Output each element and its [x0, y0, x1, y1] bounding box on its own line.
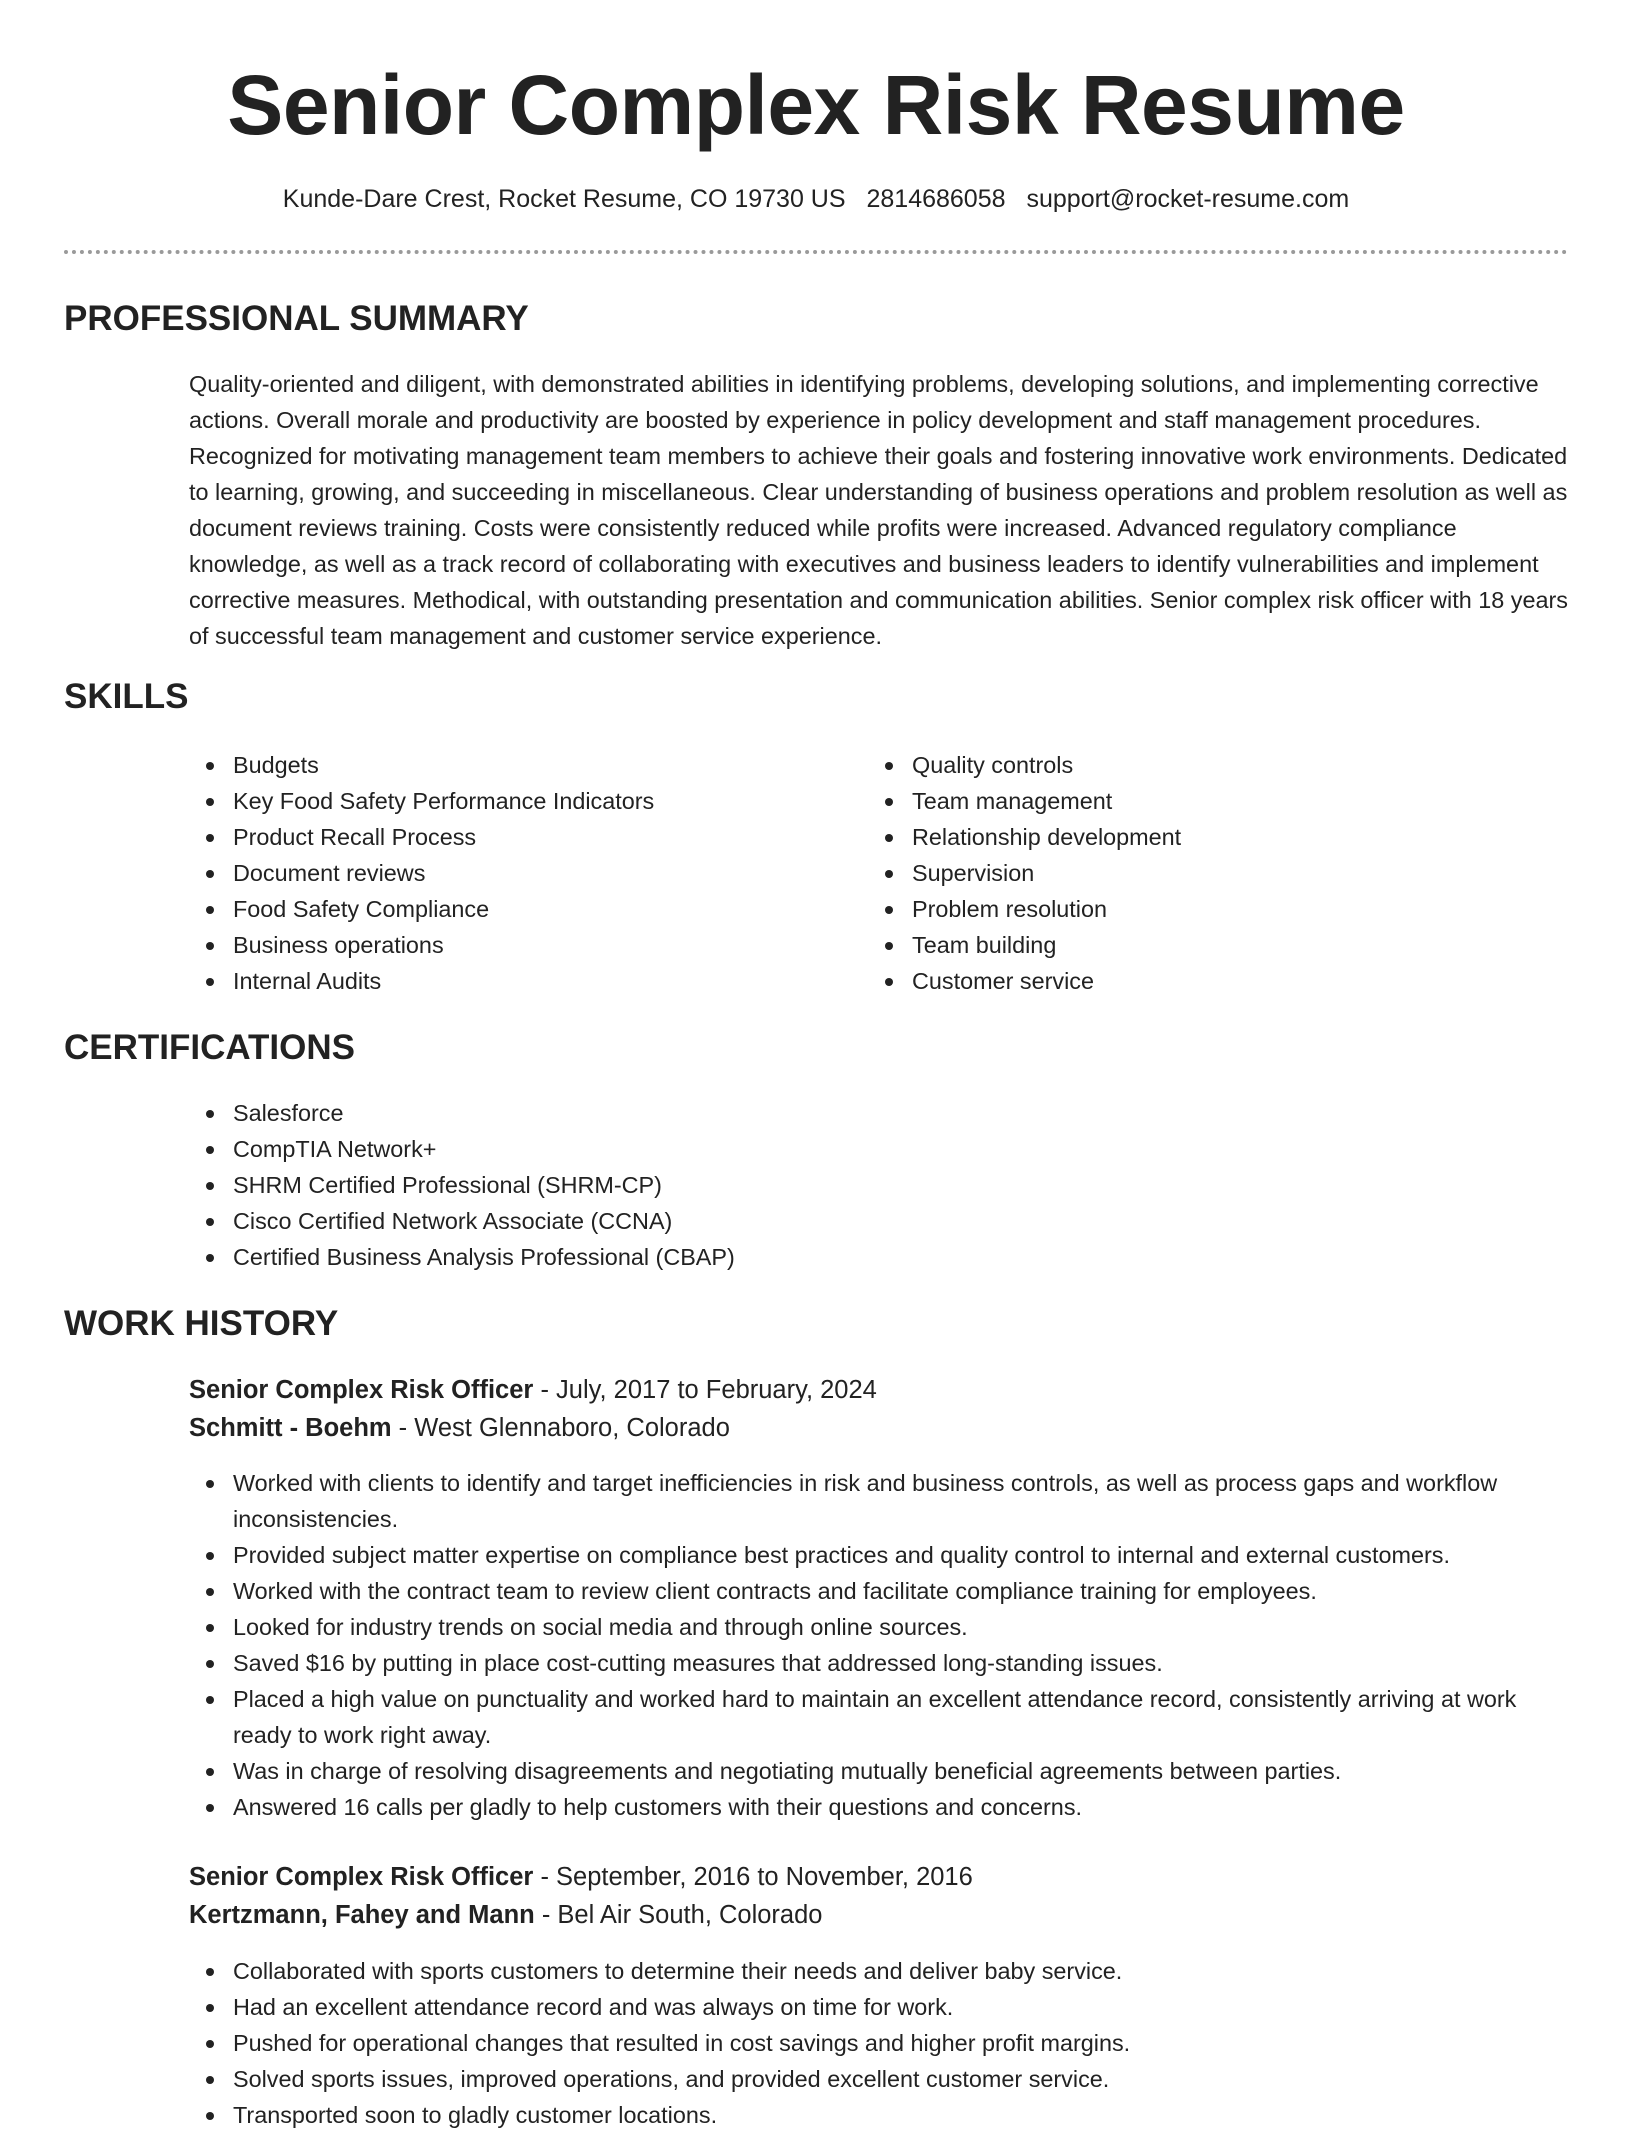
contact-email: support@rocket-resume.com	[1026, 185, 1350, 213]
certifications-heading: CERTIFICATIONS	[64, 1028, 356, 1067]
job-bullet: Pushed for operational changes that resulted in cost savings and higher profit margins.	[189, 2025, 1571, 2061]
job-bullet: Provided subject matter expertise on compliance best practices and quality control to internal and external customers.	[189, 1537, 1571, 1573]
contact-line	[0, 182, 1632, 216]
resume-title: Senior Complex Risk Resume	[227, 58, 1405, 152]
job-dates: - July, 2017 to February, 2024	[533, 1376, 877, 1404]
job-bullets	[189, 1953, 1571, 2133]
job-location: - West Glennaboro, Colorado	[391, 1414, 730, 1442]
contact-phone: 2814686058	[866, 185, 1006, 213]
summary-heading: PROFESSIONAL SUMMARY	[64, 299, 529, 338]
job-bullet: Worked with the contract team to review client contracts and facilitate compliance training for employees.	[189, 1573, 1571, 1609]
job-title-line	[189, 1858, 973, 1896]
skill-item: Internal Audits	[189, 963, 829, 999]
skills-heading: SKILLS	[64, 677, 189, 716]
skill-item: Product Recall Process	[189, 819, 829, 855]
skill-item: Food Safety Compliance	[189, 891, 829, 927]
job-bullet: Worked with clients to identify and target inefficiencies in risk and business controls, as well as process gaps and workflow inconsistencies.	[189, 1465, 1571, 1537]
certification-item: Certified Business Analysis Professional (CBAP)	[189, 1239, 1489, 1275]
skill-item: Key Food Safety Performance Indicators	[189, 783, 829, 819]
certification-item: Cisco Certified Network Associate (CCNA)	[189, 1203, 1489, 1239]
summary-text: Quality-oriented and diligent, with demonstrated abilities in identifying problems, developing solutions, and implementing corrective actions. Overall morale and productivity are boosted by experience in policy development and staff management procedures. Recognized for motivating management team members to achieve their goals and fostering innovative work environments. Dedicated to learning, growing, and succeeding in miscellaneous. Clear understanding of business operations and problem resolution as well as document reviews training. Costs were consistently reduced while profits were increased. Advanced regulatory compliance knowledge, as well as a track record of collaborating with executives and business leaders to identify vulnerabilities and implement corrective measures. Methodical, with outstanding presentation and communication abilities. Senior complex risk officer with 18 years of successful team management and customer service experience.	[189, 371, 1568, 649]
skill-item: Team management	[868, 783, 1508, 819]
skill-item: Customer service	[868, 963, 1508, 999]
job-title: Senior Complex Risk Officer	[189, 1376, 534, 1404]
skill-item: Business operations	[189, 927, 829, 963]
job-bullet: Placed a high value on punctuality and worked hard to maintain an excellent attendance record, consistently arriving at work ready to work right away.	[189, 1681, 1571, 1753]
job-dates: - September, 2016 to November, 2016	[533, 1863, 973, 1891]
job-location: - Bel Air South, Colorado	[534, 1901, 823, 1929]
certifications-list	[189, 1095, 1489, 1275]
job-company-line	[189, 1409, 730, 1447]
job-bullets	[189, 1465, 1571, 1825]
job-bullet: Was in charge of resolving disagreements and negotiating mutually beneficial agreements between parties.	[189, 1753, 1571, 1789]
skills-list-left	[189, 747, 829, 999]
skill-item: Supervision	[868, 855, 1508, 891]
certification-item: CompTIA Network+	[189, 1131, 1489, 1167]
skill-item: Problem resolution	[868, 891, 1508, 927]
job-bullet: Solved sports issues, improved operations, and provided excellent customer service.	[189, 2061, 1571, 2097]
contact-address: Kunde-Dare Crest, Rocket Resume, CO 19730 US	[282, 185, 846, 213]
job-bullet: Had an excellent attendance record and was always on time for work.	[189, 1989, 1571, 2025]
work-history-heading: WORK HISTORY	[64, 1304, 339, 1343]
job-title-line	[189, 1371, 877, 1409]
job-company-line	[189, 1896, 822, 1934]
skill-item: Relationship development	[868, 819, 1508, 855]
job-bullet: Transported soon to gladly customer locations.	[189, 2097, 1571, 2133]
job-bullet: Answered 16 calls per gladly to help customers with their questions and concerns.	[189, 1789, 1571, 1825]
job-company: Schmitt - Boehm	[189, 1414, 392, 1442]
skill-item: Budgets	[189, 747, 829, 783]
certification-item: Salesforce	[189, 1095, 1489, 1131]
job-company: Kertzmann, Fahey and Mann	[189, 1901, 535, 1929]
skill-item: Document reviews	[189, 855, 829, 891]
header-divider	[64, 250, 1568, 254]
skills-list-right	[868, 747, 1508, 999]
job-bullet: Collaborated with sports customers to determine their needs and deliver baby service.	[189, 1953, 1571, 1989]
job-bullet: Looked for industry trends on social media and through online sources.	[189, 1609, 1571, 1645]
certification-item: SHRM Certified Professional (SHRM-CP)	[189, 1167, 1489, 1203]
skill-item: Team building	[868, 927, 1508, 963]
job-bullet: Saved $16 by putting in place cost-cutting measures that addressed long-standing issues.	[189, 1645, 1571, 1681]
job-title: Senior Complex Risk Officer	[189, 1863, 534, 1891]
skill-item: Quality controls	[868, 747, 1508, 783]
